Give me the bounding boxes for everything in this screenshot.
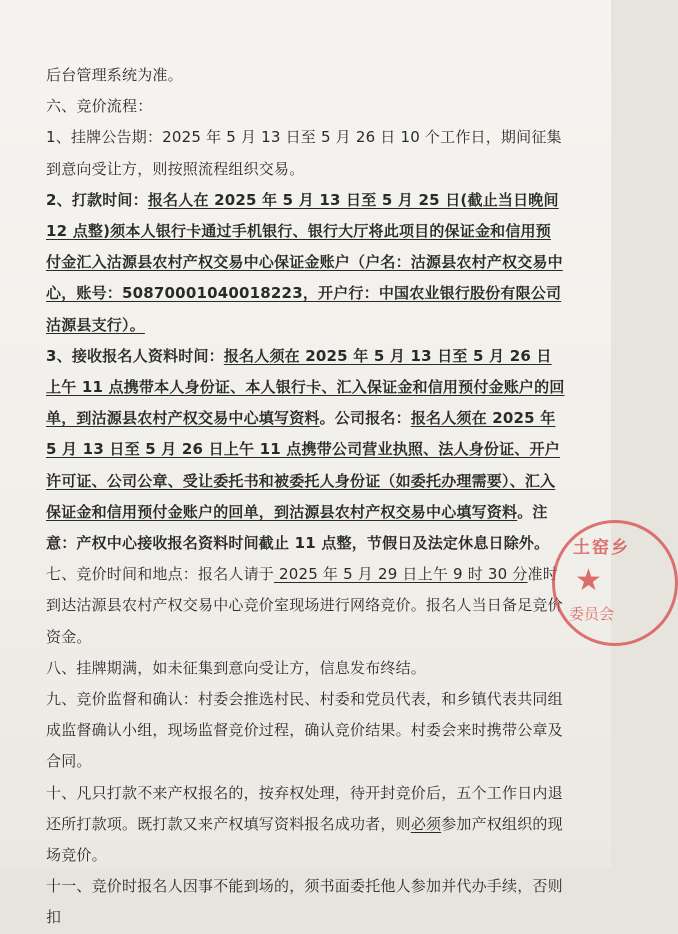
section-heading-bidding-process: 六、竞价流程： (46, 97, 153, 116)
para-continuation: 后台管理系统为准。 (46, 66, 183, 84)
stamp-bottom-text: 委员会 (569, 605, 615, 623)
item-3-tail: 。注意：产权中心接收报名资料时间截止 11 点整，节假日及法定休息日除外。 (46, 502, 550, 553)
section-8: 八、挂牌期满，如未征集到意向受让方，信息发布终结。 (46, 658, 427, 677)
section-7-time-place (46, 559, 566, 653)
section-7-underlined: 2025 年 5 月 29 日上午 9 时 30 分 (274, 565, 528, 584)
item-3-underlined-1: 报名人须在 2025 年 5 月 13 日至 5 月 26 日上午 11 点携带本人身份证、本人银行卡、汇入保证金和信用预付金账户的回单，到沽源县农村产权交易中心填写资料 (46, 346, 565, 428)
stamp-top-text: 土窑乡 (573, 538, 630, 558)
item-2-payment-time (46, 185, 566, 341)
section-11: 十一、竞价时报名人因事不能到场的，须书面委托他人参加并代办手续，否则扣 (46, 877, 563, 927)
document-body (46, 60, 566, 934)
star-icon: ★ (575, 563, 602, 598)
section-10-a: 十、凡只打款不来产权报名的，按弃权处理，待开封竞价后，五个工作日内退还所打款项。既打款又来产权填写资料报名成功者，则 (46, 783, 563, 833)
item-3-mid: 。公司报名： (319, 409, 411, 428)
item-2-underlined: 报名人在 2025 年 5 月 13 日至 5 月 25 日(截止当日晚间 12 点整)须本人银行卡通过手机银行、银行大厅将此项目的保证金和信用预付金汇入沽源县农村产权交易中心保证金账户（户名：沽源县农村产权交易中心，账号：50870001040018223，开户行：中国农业银行股份有限公司沽源县支行）。 (46, 190, 563, 334)
section-7-b: 准时到达沽源县农村产权交易中心竞价室现场进行网络竞价。报名人当日备足竞价资金。 (46, 565, 563, 646)
item-3-underlined-2: 报名人须在 2025 年 5 月 13 日至 5 月 26 日上午 11 点携带公司营业执照、法人身份证、开户许可证、公司公章、受让委托书和被委托人身份证（如委托办理需要）、汇入保证金和信用预付金账户的回单，到沽源县农村产权交易中心填写资料 (46, 409, 560, 521)
section-7-a: 七、竞价时间和地点：报名人请于 (46, 565, 275, 584)
section-10-underlined: 必须 (410, 814, 442, 833)
item-3-registration-time (46, 341, 566, 559)
section-10 (46, 778, 566, 872)
item-3-lead: 3、接收报名人资料时间： (46, 346, 224, 365)
item-2-lead: 2、打款时间： (46, 190, 148, 209)
section-9: 九、竞价监督和确认：村委会推选村民、村委和党员代表，和乡镇代表共同组成监督确认小组，现场监督竞价过程，确认竞价结果。村委会来时携带公章及合同。 (46, 690, 563, 771)
red-seal-stamp (552, 520, 678, 646)
item-1-listing-period: 1、挂牌公告期：2025 年 5 月 13 日至 5 月 26 日 10 个工作日，期间征集到意向受让方，则按照流程组织交易。 (46, 128, 562, 178)
section-10-b: 参加产权组织的现场竞价。 (46, 814, 563, 865)
